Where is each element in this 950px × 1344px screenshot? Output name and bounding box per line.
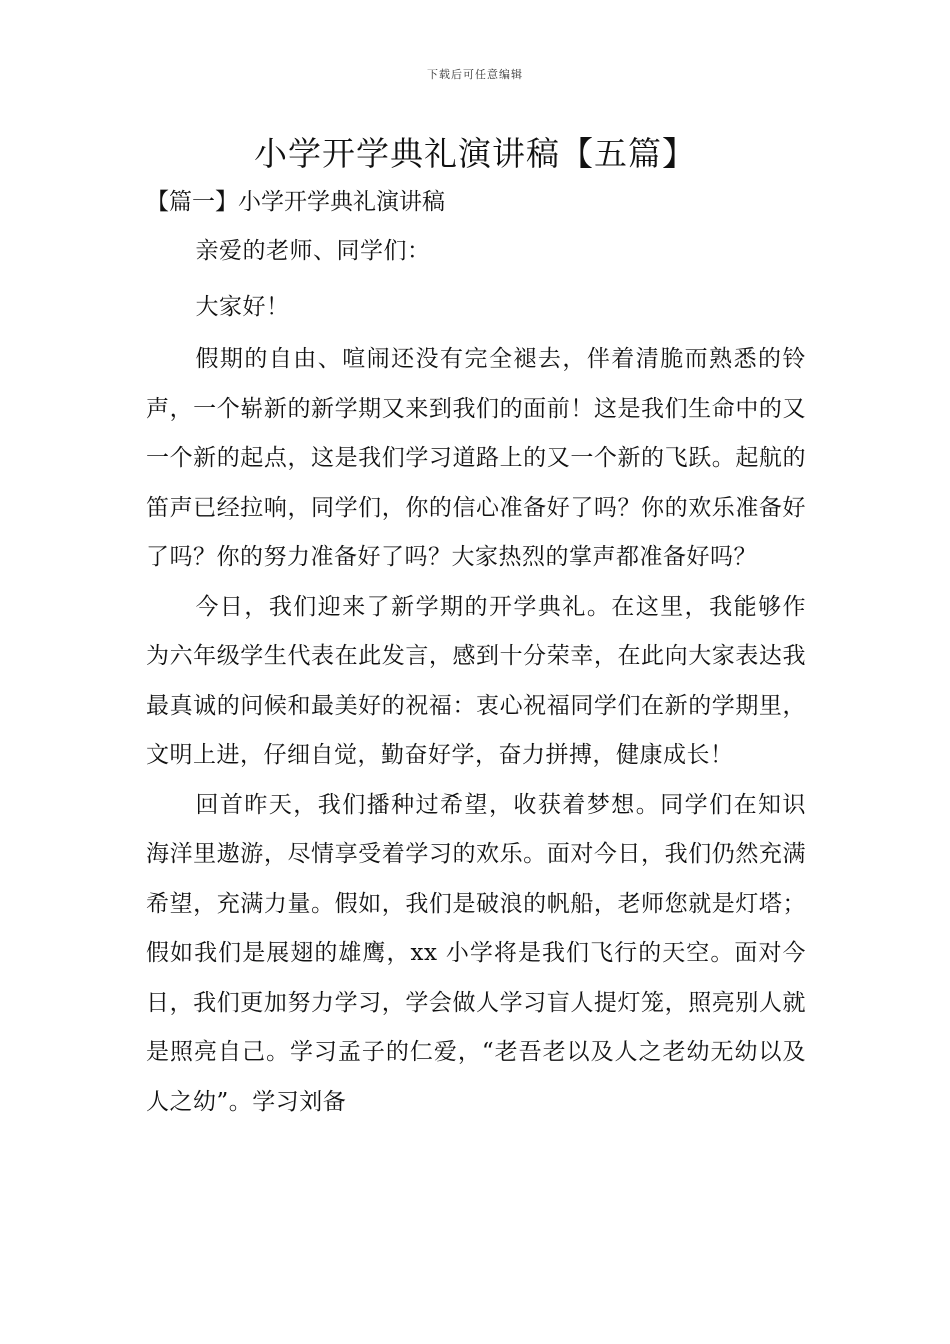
document-title: 小学开学典礼演讲稿【五篇】: [254, 134, 696, 173]
section-heading: 【篇一】小学开学典礼演讲稿: [146, 189, 445, 215]
salutation-paragraph: 亲爱的老师、同学们：: [195, 238, 431, 264]
header-note: 下载后可任意编辑: [427, 68, 523, 81]
body-paragraph: 回首昨天，我们播种过希望，收获着梦想。同学们在知识海洋里遨游，尽情享受着学习的欢乐。面对今日，我们仍然充满希望，充满力量。假如，我们是破浪的帆船，老师您就是灯塔；假如我们是展翅的雄鹰，xx 小学将是我们飞行的天空。面对今日，我们更加努力学习，学会做人学习盲人提灯笼，照亮别人就是照亮自己。学习孟子的仁爱，“老吾老以及人之老幼无幼以及人之幼”。学习刘备: [146, 791, 806, 1115]
greeting-paragraph: 大家好！: [195, 294, 290, 320]
body-paragraph: 假期的自由、喧闹还没有完全褪去，伴着清脆而熟悉的铃声，一个崭新的新学期又来到我们的面前！这是我们生命中的又一个新的起点，这是我们学习道路上的又一个新的飞跃。起航的笛声已经拉响，同学们，你的信心准备好了吗？你的欢乐准备好了吗？你的努力准备好了吗？大家热烈的掌声都准备好吗？: [146, 346, 806, 570]
document-body: [146, 223, 806, 1127]
body-paragraph: 今日，我们迎来了新学期的开学典礼。在这里，我能够作为六年级学生代表在此发言，感到十分荣幸，在此向大家表达我最真诚的问候和最美好的祝福：衷心祝福同学们在新的学期里，文明上进，仔细自觉，勤奋好学，奋力拼搏，健康成长！: [146, 593, 806, 768]
